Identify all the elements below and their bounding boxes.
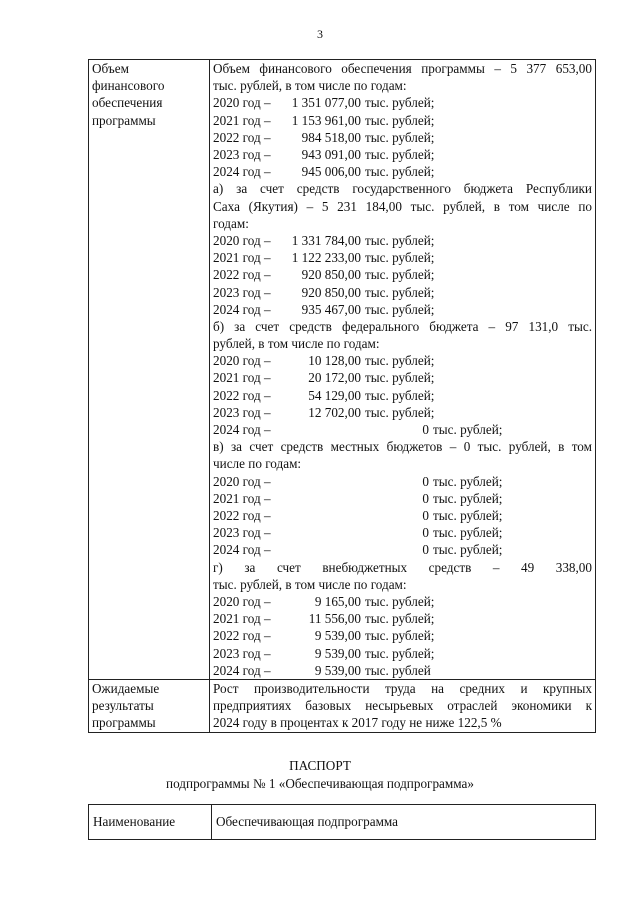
year-value: 11 556,00: [308, 611, 361, 627]
year-label: 2022 год –: [213, 508, 271, 524]
year-line: [213, 369, 592, 386]
year-label: 2024 год –: [213, 542, 271, 558]
year-value: 935 467,00: [301, 301, 361, 317]
year-unit: тыс. рублей;: [365, 301, 435, 317]
label-line: обеспечения: [92, 95, 163, 111]
year-value: 920 850,00: [301, 284, 361, 300]
year-unit: тыс. рублей;: [433, 542, 503, 558]
year-value: 1 153 961,00: [291, 112, 361, 128]
year-label: 2023 год –: [213, 645, 271, 661]
results-row: [89, 679, 596, 732]
label-line: финансового: [92, 78, 165, 94]
year-line: [213, 627, 592, 644]
year-label: 2020 год –: [213, 473, 271, 489]
results-content-cell: [210, 679, 596, 732]
year-line: [213, 112, 592, 129]
year-value: 0: [422, 508, 429, 524]
label-line: программы: [92, 112, 156, 128]
label-line: Объем: [92, 61, 129, 76]
year-line: [213, 490, 592, 507]
year-line: [213, 645, 592, 662]
text-line: Рост производительности труда на средних и крупных: [213, 680, 592, 696]
year-unit: тыс. рублей;: [433, 525, 503, 541]
year-unit: тыс. рублей;: [365, 112, 435, 128]
page-number: 3: [317, 27, 323, 41]
section-b-years-list: [213, 352, 592, 438]
year-unit: тыс. рублей;: [365, 129, 435, 145]
text-line: годам:: [213, 215, 249, 231]
year-unit: тыс. рублей;: [365, 284, 435, 300]
year-unit: тыс. рублей;: [433, 490, 503, 506]
passport-title: ПАСПОРТ: [289, 758, 351, 773]
year-label: 2021 год –: [213, 490, 271, 506]
year-line: [213, 387, 592, 404]
total-years-list: [213, 94, 592, 180]
results-label-cell: [89, 679, 210, 732]
year-line: [213, 163, 592, 180]
year-label: 2020 год –: [213, 593, 271, 609]
year-unit: тыс. рублей;: [365, 404, 435, 420]
year-label: 2023 год –: [213, 284, 271, 300]
year-value: 0: [422, 422, 429, 438]
year-label: 2021 год –: [213, 370, 271, 386]
text-line: г) за счет внебюджетных средств – 49 338,00: [213, 559, 592, 575]
year-value: 54 129,00: [308, 387, 361, 403]
year-line: [213, 593, 592, 610]
passport-subtitle: подпрограммы № 1 «Обеспечивающая подпрограмма»: [166, 775, 474, 791]
year-line: [213, 541, 592, 558]
year-label: 2023 год –: [213, 146, 271, 162]
year-line: [213, 524, 592, 541]
year-value: 945 006,00: [301, 164, 361, 180]
text-line: б) за счет средств федерального бюджета – 97 131,0 тыс.: [213, 318, 592, 334]
year-value: 1 351 077,00: [291, 95, 361, 111]
passport-heading: [0, 757, 640, 792]
year-unit: тыс. рублей;: [365, 146, 435, 162]
year-unit: тыс. рублей;: [433, 508, 503, 524]
label-line: результаты: [92, 698, 154, 714]
text-line: тыс. рублей, в том числе по годам:: [213, 78, 407, 94]
year-label: 2020 год –: [213, 232, 271, 248]
text-line: числе по годам:: [213, 456, 302, 472]
name-value-cell: Обеспечивающая подпрограмма: [212, 805, 596, 840]
year-unit: тыс. рублей;: [365, 611, 435, 627]
year-unit: тыс. рублей;: [433, 422, 503, 438]
year-line: [213, 473, 592, 490]
section-v-years-list: [213, 473, 592, 559]
name-row: [89, 805, 596, 840]
year-value: 9 539,00: [314, 628, 361, 644]
text-line: Объем финансового обеспечения программы – 5 377 653,00: [213, 61, 592, 76]
year-line: [213, 94, 592, 111]
year-label: 2022 год –: [213, 267, 271, 283]
year-line: [213, 421, 592, 438]
year-unit: тыс. рублей;: [365, 267, 435, 283]
year-value: 0: [422, 542, 429, 558]
year-line: [213, 232, 592, 249]
year-line: [213, 129, 592, 146]
year-value: 9 539,00: [314, 645, 361, 661]
year-label: 2021 год –: [213, 250, 271, 266]
year-unit: тыс. рублей;: [365, 645, 435, 661]
text-line: Саха (Якутия) – 5 231 184,00 тыс. рублей, в том числе по: [213, 198, 592, 214]
program-funding-table: [88, 59, 596, 733]
year-value: 9 165,00: [314, 593, 361, 609]
year-unit: тыс. рублей;: [365, 593, 435, 609]
year-unit: тыс. рублей;: [365, 232, 435, 248]
year-label: 2023 год –: [213, 525, 271, 541]
year-line: [213, 507, 592, 524]
section-a-years-list: [213, 232, 592, 318]
year-label: 2022 год –: [213, 628, 271, 644]
year-value: 943 091,00: [301, 146, 361, 162]
year-line: [213, 146, 592, 163]
year-line: [213, 284, 592, 301]
year-unit: тыс. рублей;: [365, 370, 435, 386]
text-line: 2024 году в процентах к 2017 году не ниже 122,5 %: [213, 715, 502, 731]
year-unit: тыс. рублей;: [365, 387, 435, 403]
text-line: рублей, в том числе по годам:: [213, 336, 380, 352]
year-value: 0: [422, 490, 429, 506]
year-unit: тыс. рублей;: [365, 628, 435, 644]
year-unit: тыс. рублей;: [365, 95, 435, 111]
year-label: 2024 год –: [213, 662, 271, 678]
name-label-cell: Наименование: [89, 805, 212, 840]
text-line: а) за счет средств государственного бюджета Республики: [213, 181, 592, 197]
year-line: [213, 352, 592, 369]
year-unit: тыс. рублей;: [433, 473, 503, 489]
funding-label-cell: [89, 60, 210, 680]
funding-row: [89, 60, 596, 680]
year-unit: тыс. рублей: [365, 662, 431, 678]
label-line: программы: [92, 715, 156, 731]
year-label: 2024 год –: [213, 164, 271, 180]
year-value: 984 518,00: [301, 129, 361, 145]
year-label: 2022 год –: [213, 387, 271, 403]
year-value: 0: [422, 473, 429, 489]
year-unit: тыс. рублей;: [365, 164, 435, 180]
year-value: 10 128,00: [308, 353, 361, 369]
year-unit: тыс. рублей;: [365, 353, 435, 369]
year-line: [213, 662, 592, 679]
section-g-years-list: [213, 593, 592, 679]
funding-content-cell: [210, 60, 596, 680]
year-label: 2020 год –: [213, 353, 271, 369]
year-line: [213, 404, 592, 421]
text-line: предприятиях базовых несырьевых отраслей экономики к: [213, 698, 592, 714]
year-value: 1 122 233,00: [291, 250, 361, 266]
year-value: 9 539,00: [314, 662, 361, 678]
year-line: [213, 249, 592, 266]
year-value: 1 331 784,00: [291, 232, 361, 248]
text-line: в) за счет средств местных бюджетов – 0 тыс. рублей, в том: [213, 439, 592, 455]
year-value: 0: [422, 525, 429, 541]
subprogram-name-table: [88, 804, 596, 840]
year-unit: тыс. рублей;: [365, 250, 435, 266]
year-label: 2024 год –: [213, 301, 271, 317]
year-line: [213, 266, 592, 283]
year-label: 2024 год –: [213, 422, 271, 438]
year-label: 2023 год –: [213, 404, 271, 420]
text-line: тыс. рублей, в том числе по годам:: [213, 576, 407, 592]
year-label: 2020 год –: [213, 95, 271, 111]
year-label: 2021 год –: [213, 611, 271, 627]
year-line: [213, 301, 592, 318]
year-value: 920 850,00: [301, 267, 361, 283]
year-value: 12 702,00: [308, 404, 361, 420]
year-line: [213, 610, 592, 627]
year-label: 2022 год –: [213, 129, 271, 145]
year-label: 2021 год –: [213, 112, 271, 128]
label-line: Ожидаемые: [92, 680, 160, 696]
year-value: 20 172,00: [308, 370, 361, 386]
